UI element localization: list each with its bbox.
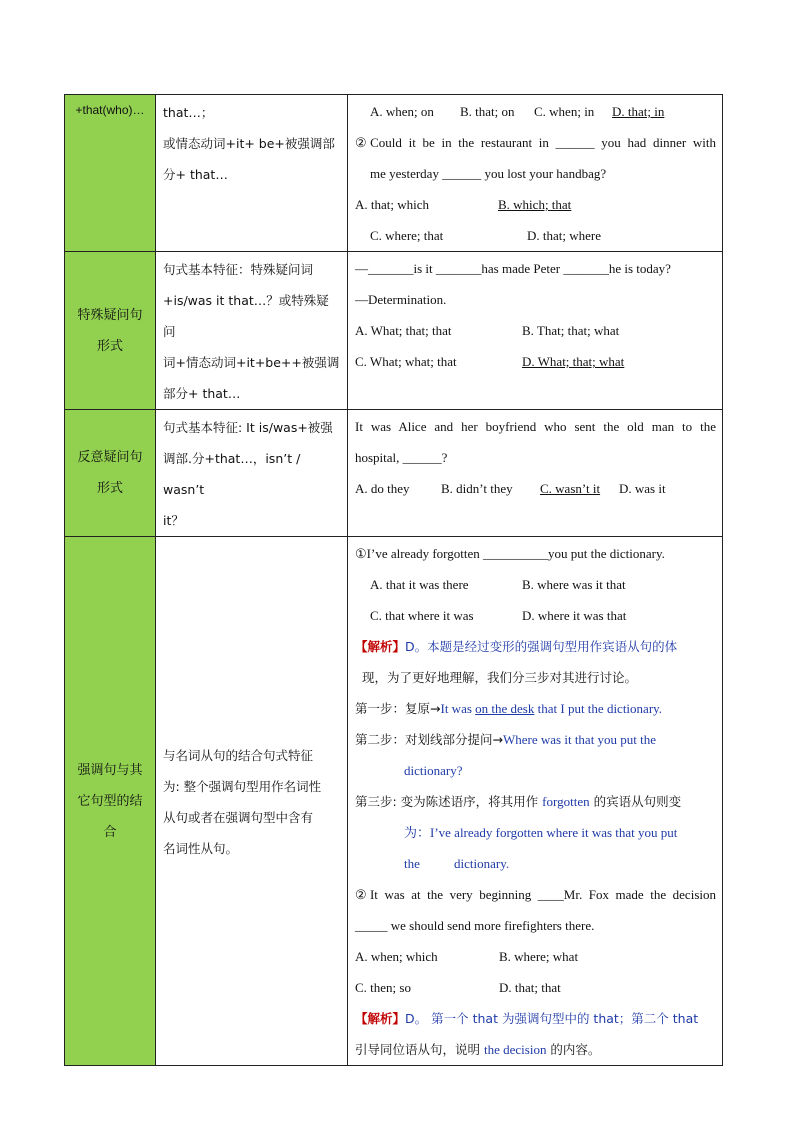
- question-text: ①I’ve already forgotten __________you put the dictionary.: [355, 546, 665, 561]
- step-three-text: the dictionary.: [404, 856, 510, 871]
- options-line: A. that it was there B. where was it that: [370, 577, 626, 592]
- step-two-text: 第二步：对划线部分提问→Where was it that you put the: [355, 732, 657, 747]
- analysis-text: 【解析】D。本题是经过变形的强调句型用作宾语从句的体: [355, 639, 678, 654]
- analysis-text: 现，为了更好地理解，我们分三步对其进行讨论。: [362, 670, 638, 685]
- question-text: hospital, ______?: [355, 450, 448, 465]
- row-description-cell: [156, 252, 348, 410]
- question-text: It was Alice and her boyfriend who sent the old man to the: [355, 419, 716, 434]
- options-line: A. that; which B. which; that: [355, 197, 572, 212]
- row-label: 特殊疑问句 形式: [77, 307, 143, 354]
- row-label-cell: [65, 537, 156, 1066]
- row-label-cell: [65, 410, 156, 537]
- question-text: ②Could it be in the restaurant in ______ you had dinner with: [355, 135, 716, 150]
- row-label: +that(who)…: [75, 103, 145, 117]
- table-row: [65, 537, 723, 1066]
- grammar-table: [64, 94, 723, 1066]
- row-label-cell: [65, 252, 156, 410]
- step-one-text: 第一步：复原→It was on the desk that I put the dictionary.: [355, 701, 663, 716]
- row-description-cell: [156, 95, 348, 252]
- table-row: [65, 95, 723, 252]
- description-text: 句式基本特征：特殊疑问词 +is/was it that…？或特殊疑问 词+情态动词+it+be++被强调 部分+ that…: [163, 262, 340, 401]
- description-text: that…； 或情态动词+it+ be+被强调部 分+ that…: [163, 105, 335, 182]
- question-text: me yesterday ______ you lost your handbag?: [370, 166, 607, 181]
- options-line: A. when; on B. that; on C. when; in D. that; in: [370, 104, 665, 119]
- options-line: A. What; that; that B. That; that; what: [355, 323, 620, 338]
- question-text: ②It was at the very beginning ____Mr. Fox made the decision: [355, 887, 716, 902]
- analysis-text: 【解析】D。 第一个 that 为强调句型中的 that；第二个 that: [355, 1011, 699, 1026]
- options-line: C. What; what; that D. What; that; what: [355, 354, 625, 369]
- step-three-text: 为：I’ve already forgotten where it was that you put: [404, 825, 678, 840]
- row-description-cell: [156, 410, 348, 537]
- row-label: 强调句与其 它句型的结 合: [77, 762, 143, 840]
- analysis-text: 引导同位语从句，说明 the decision 的内容。: [355, 1042, 601, 1057]
- step-three-text: 第三步: 变为陈述语序，将其用作 forgotten 的宾语从句则变: [355, 794, 682, 809]
- options-line: C. that where it was D. where it was that: [370, 608, 627, 623]
- row-label: 反意疑问句 形式: [77, 450, 143, 496]
- table-row: [65, 410, 723, 537]
- row-description-cell: [156, 537, 348, 1066]
- answer-text: —Determination.: [355, 292, 447, 307]
- row-example-cell: [348, 537, 723, 1066]
- step-two-text: dictionary?: [404, 763, 463, 778]
- question-text: —_______is it _______has made Peter _______he is today?: [355, 261, 671, 276]
- row-example-cell: [348, 95, 723, 252]
- description-text: 与名词从句的结合句式特征 为: 整个强调句型用作名词性 从句或者在强调句型中含有 名词性从句。: [163, 748, 322, 856]
- row-example-cell: [348, 410, 723, 537]
- row-example-cell: [348, 252, 723, 410]
- options-line: A. do they B. didn’t they C. wasn’t it D. was it: [355, 481, 666, 496]
- description-text: 句式基本特征: It is/was+被强 调部.分+that…，isn’t / wasn’t it？: [163, 420, 333, 528]
- options-line: C. where; that D. that; where: [370, 228, 602, 243]
- options-line: C. then; so D. that; that: [355, 980, 561, 995]
- question-text: _____ we should send more firefighters there.: [355, 918, 595, 933]
- table-row: [65, 252, 723, 410]
- row-label-cell: [65, 95, 156, 252]
- options-line: A. when; which B. where; what: [355, 949, 579, 964]
